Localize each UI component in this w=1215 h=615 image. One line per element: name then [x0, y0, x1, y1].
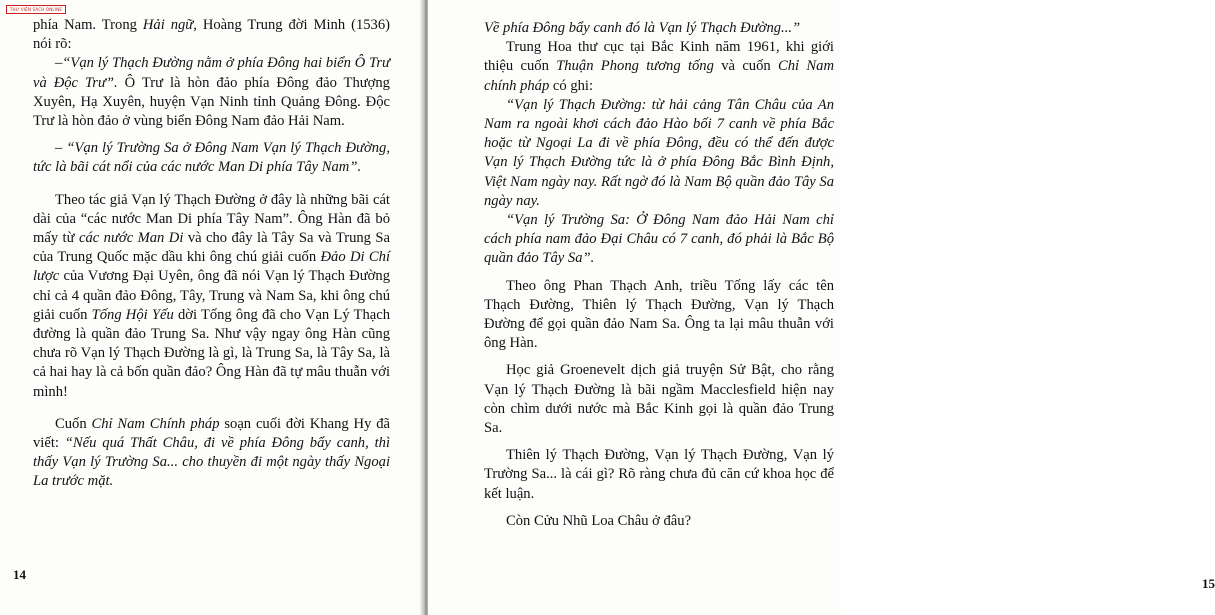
italic-text: “Vạn lý Thạch Đường: từ hải cảng Tân Châu của An Nam ra ngoài khơi cách đảo Hào bối 7 canh về phía Bắc hoặc từ Ngoại La đi về phía Đông, đều có thể đến được Vạn lý Thạch Đường tức là ở phía Đông Bắc Bình Định, Việt Nam ngày nay. Rất ngờ đó là Nam Bộ quần đảo Tây Sa ngày nay.	[484, 96, 834, 209]
text-run: Học giả Groenevelt dịch giả truyện Sử Bật, cho rằng Vạn lý Thạch Đường là bãi ngầm Macclesfield hiện nay còn chìm dưới nước mà Bắc Kinh gọi là quần đảo Trung Sa.	[484, 362, 834, 437]
paragraph	[33, 415, 390, 492]
text-run: Cuốn	[55, 415, 92, 432]
text-run: của Vương Đại Uyên, ông đã nói Vạn lý Thạch Đường chỉ cả 4 quần đảo Đông, Tây, Trung và Nam Sa, khi ông chú giải cuốn	[33, 268, 390, 323]
paragraph	[484, 38, 834, 96]
italic-text: “Nếu quá Thất Châu, đi về phía Đông bẩy canh, thì thấy Vạn lý Trường Sa... cho thuyền đi một ngày thấy Ngoại La trước mặt.	[33, 435, 390, 490]
italic-text: Về phía Đông bẩy canh đó là Vạn lý Thạch Đường...”	[484, 20, 801, 36]
italic-text: các nước Man Di	[78, 230, 184, 247]
italic-text: –“Vạn lý Thạch Đường nằm ở phía Đông hai biển Ô Trư và Độc Trư”.	[33, 55, 390, 91]
paragraph	[484, 277, 834, 354]
text-run: và cho đây là Tây Sa và Trung Sa của Trung Quốc mặc dầu khi ông chú giải cuốn	[33, 230, 391, 266]
paragraph	[484, 211, 834, 269]
italic-text: Chỉ Nam Chính pháp	[91, 415, 220, 432]
paragraph	[484, 446, 834, 504]
italic-text: Thuận Phong tương tống	[556, 58, 714, 75]
page-number: 14	[13, 567, 26, 582]
text-run: Thiên lý Thạch Đường, Vạn lý Thạch Đường, Vạn lý Trường Sa... là cái gì? Rõ ràng chưa đủ căn cứ khoa học để kết luận.	[484, 447, 834, 502]
left-page	[0, 0, 424, 615]
text-run: soạn cuối đời Khang Hy đã viết:	[33, 415, 391, 452]
italic-text: Tống Hội Yếu	[91, 306, 174, 323]
text-run: và cuốn	[713, 58, 779, 75]
paragraph	[484, 96, 834, 211]
paragraph	[33, 54, 390, 131]
text-run: Còn Cửu Nhũ Loa Châu ở đâu?	[506, 512, 692, 529]
text-run: dời Tống ông đã cho Vạn Lý Thạch đường là quần đảo Trung Sa. Như vậy ngay ông Hàn cũng chưa rõ Vạn lý Thạch Đường là gì, là Trung Sa, là Tây Sa, là cả hai hay là cả bốn quần đảo? Ông Hàn đã tự mâu thuẫn với mình!	[33, 306, 390, 400]
paragraph	[484, 361, 834, 438]
text-run: phía Nam. Trong	[33, 17, 143, 33]
left-page-text	[33, 16, 390, 492]
library-stamp: THƯ VIỆN SÁCH ONLINE	[6, 5, 66, 14]
text-run: Theo ông Phan Thạch Anh, triều Tống lấy các tên Thạch Đường, Thiên lý Thạch Đường, Vạn lý Thạch Đường để gọi quần đảo Nam Sa. Ông ta lại mâu thuẫn với ông Hàn.	[484, 277, 834, 352]
italic-text: Chỉ Nam chính pháp	[484, 58, 834, 94]
text-run: , Hoàng Trung đời Minh (1536) nói rõ:	[33, 17, 390, 53]
paragraph	[33, 139, 390, 177]
text-run: có ghi:	[549, 77, 594, 94]
page-number: 15	[1202, 576, 1215, 591]
paragraph	[484, 19, 834, 38]
text-run: Ô Trư là hòn đảo phía Đông đảo Thượng Xuyên, Hạ Xuyên, huyện Vạn Ninh tỉnh Quảng Đông. Độc Trư là hòn đảo ở vùng biển Đông Nam đảo Hải Nam.	[33, 74, 390, 130]
italic-text: Đảo Di Chí lược	[33, 249, 390, 285]
italic-text: – “Vạn lý Trường Sa ở Đông Nam Vạn lý Thạch Đường, tức là bãi cát nổi của các nước Man Di phía Tây Nam”.	[33, 140, 390, 176]
text-run: Theo tác giả Vạn lý Thạch Đường ở đây là những bãi cát dài của “các nước Man Di phía Tây Nam”. Ông Hàn đã bỏ mấy từ	[33, 191, 390, 247]
text-run: Trung Hoa thư cục tại Bắc Kinh năm 1961, khi giới thiệu cuốn	[484, 39, 834, 75]
right-page-text	[484, 19, 834, 531]
paragraph	[484, 512, 834, 531]
paragraph	[33, 191, 390, 402]
italic-text: Hải ngữ	[142, 17, 194, 33]
paragraph	[33, 16, 390, 54]
right-page	[428, 0, 1215, 615]
italic-text: “Vạn lý Trường Sa: Ở Đông Nam đảo Hải Nam chỉ cách phía nam đảo Đại Châu có 7 canh, đó phải là Bắc Bộ quần đảo Tây Sa”.	[484, 212, 834, 267]
